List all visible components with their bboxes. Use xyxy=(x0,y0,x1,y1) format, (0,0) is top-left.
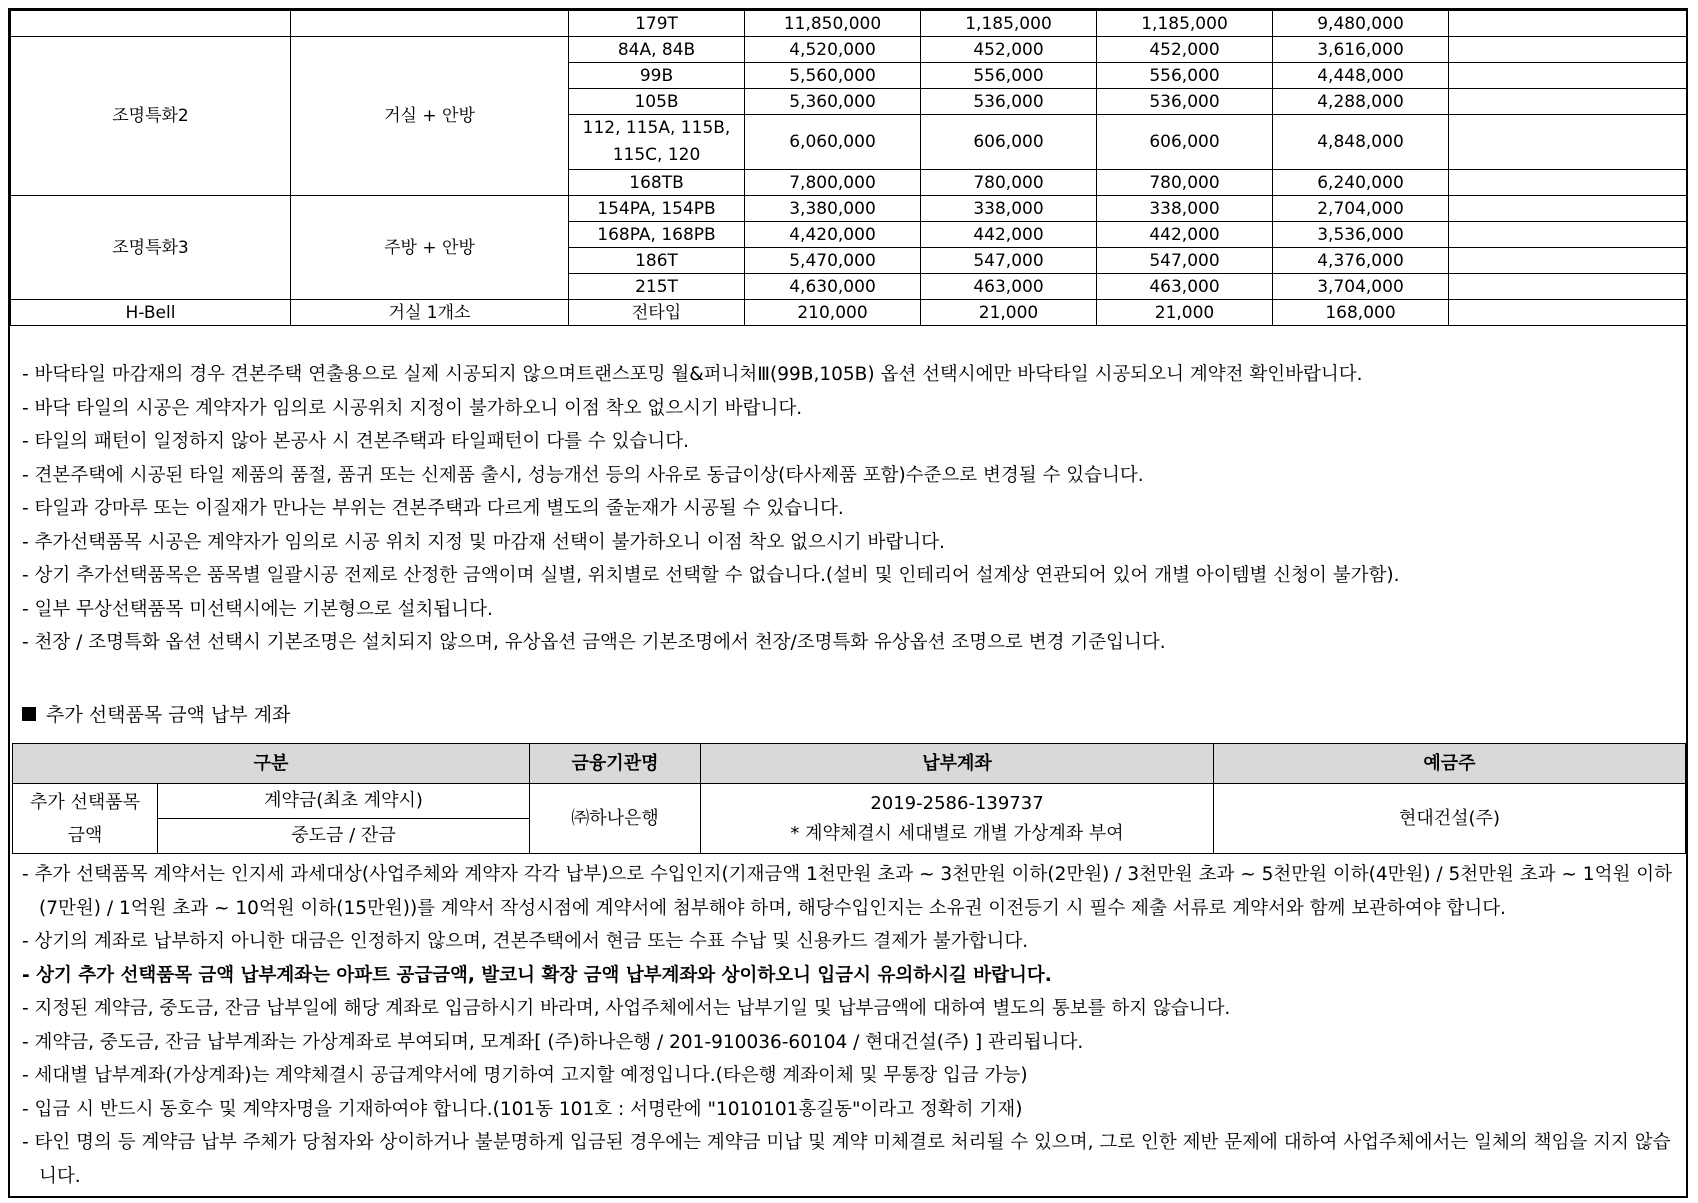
deposit-cell: 1,185,000 xyxy=(921,11,1097,37)
type-cell: 168PA, 168PB xyxy=(569,222,745,248)
category-cell: 조명특화2 xyxy=(11,37,291,196)
note-item: - 일부 무상선택품목 미선택시에는 기본형으로 설치됩니다. xyxy=(22,598,493,620)
payment-note-item: - 세대별 납부계좌(가상계좌)는 계약체결시 공급계약서에 명기하여 고지할 예정입니다.(타은행 계좌이체 및 무통장 입금 가능) xyxy=(22,1065,1028,1086)
note-cell xyxy=(1449,196,1688,222)
price-cell: 11,850,000 xyxy=(745,11,921,37)
middle-cell: 536,000 xyxy=(1097,89,1273,115)
note-cell xyxy=(1449,11,1688,37)
type-line2: 115C, 120 xyxy=(612,145,701,165)
account-holder: 현대건설(주) xyxy=(1214,784,1686,854)
balance-cell: 6,240,000 xyxy=(1273,170,1449,196)
middle-cell: 1,185,000 xyxy=(1097,11,1273,37)
note-cell xyxy=(1449,248,1688,274)
payment-note-item: - 추가 선택품목 계약서는 인지세 과세대상(사업주체와 계약자 각각 납부)으로 수입인지(기재금액 1천만원 초과 ~ 3천만원 이하(2만원) / 3천만원 초과 ~ 5천만원 이하(4만원) / 5천만원 초과 ~ 1억원 이하(7만원) / 1억원 초과 ~ 10억원 이하(15만원))를 계약서 작성시점에 계약서에 첨부해야 하며, 해당수입인지는 소유권 이전등기 시 필수 제출 서류로 계약서와 함께 보관하여야 합니다. xyxy=(22,864,1672,919)
payment-note-item: - 상기의 계좌로 납부하지 아니한 대금은 인정하지 않으며, 견본주택에서 현금 또는 수표 수납 및 신용카드 결제가 불가합니다. xyxy=(22,931,1029,952)
deposit-cell: 338,000 xyxy=(921,196,1097,222)
note-item: - 바닥타일 마감재의 경우 견본주택 연출용으로 실제 시공되지 않으며트랜스포밍 월&퍼니처Ⅲ(99B,105B) 옵션 선택시에만 바닥타일 시공되오니 계약전 확인바랍니다. xyxy=(22,364,1363,385)
note-item: - 천장 / 조명특화 옵션 선택시 기본조명은 설치되지 않으며, 유상옵션 금액은 기본조명에서 천장/조명특화 유상옵션 조명으로 변경 기준입니다. xyxy=(22,632,1166,653)
price-cell: 6,060,000 xyxy=(745,115,921,170)
type-cell: 105B xyxy=(569,89,745,115)
note-cell xyxy=(1449,170,1688,196)
sub-deposit: 계약금(최초 계약시) xyxy=(158,784,530,819)
price-row xyxy=(11,37,1688,63)
type-cell: 154PA, 154PB xyxy=(569,196,745,222)
middle-cell: 463,000 xyxy=(1097,274,1273,300)
middle-cell: 556,000 xyxy=(1097,63,1273,89)
payment-note-item: - 상기 추가 선택품목 금액 납부계좌는 아파트 공급금액, 발코니 확장 금액 납부계좌와 상이하오니 입금시 유의하시길 바랍니다. xyxy=(22,964,1052,986)
note-cell xyxy=(1449,63,1688,89)
type-cell: 168TB xyxy=(569,170,745,196)
area-cell: 주방 + 안방 xyxy=(291,196,569,300)
option-notes-list xyxy=(22,358,1622,660)
balance-cell: 168,000 xyxy=(1273,300,1449,326)
area-cell xyxy=(291,11,569,37)
price-cell: 4,630,000 xyxy=(745,274,921,300)
category-line1: 추가 선택품목 xyxy=(29,791,141,813)
price-table-body xyxy=(11,11,1688,326)
price-cell: 4,420,000 xyxy=(745,222,921,248)
header-category: 구분 xyxy=(13,744,530,784)
balance-cell: 3,536,000 xyxy=(1273,222,1449,248)
note-item: - 타일과 강마루 또는 이질재가 만나는 부위는 견본주택과 다르게 별도의 줄눈재가 시공될 수 있습니다. xyxy=(22,498,844,519)
note-item: - 추가선택품목 시공은 계약자가 임의로 시공 위치 지정 및 마감재 선택이 불가하오니 이점 착오 없으시기 바랍니다. xyxy=(22,531,945,553)
balance-cell: 3,704,000 xyxy=(1273,274,1449,300)
deposit-cell: 442,000 xyxy=(921,222,1097,248)
bank-name: ㈜하나은행 xyxy=(530,784,701,854)
type-line1: 112, 115A, 115B, xyxy=(582,118,731,138)
balance-cell: 2,704,000 xyxy=(1273,196,1449,222)
price-cell: 5,470,000 xyxy=(745,248,921,274)
middle-cell: 606,000 xyxy=(1097,115,1273,170)
deposit-cell: 21,000 xyxy=(921,300,1097,326)
note-cell xyxy=(1449,89,1688,115)
type-cell: 84A, 84B xyxy=(569,37,745,63)
middle-cell: 21,000 xyxy=(1097,300,1273,326)
header-bank: 금융기관명 xyxy=(530,744,701,784)
payment-account-table xyxy=(12,743,1686,854)
black-square-icon xyxy=(22,707,36,721)
price-row xyxy=(11,300,1688,326)
deposit-cell: 556,000 xyxy=(921,63,1097,89)
type-cell xyxy=(569,115,745,170)
category-cell xyxy=(11,11,291,37)
payment-note-item: - 타인 명의 등 계약금 납부 주체가 당첨자와 상이하거나 불분명하게 입금된 경우에는 계약금 미납 및 계약 미체결로 처리될 수 있으며, 그로 인한 제반 문제에 대하여 사업주체에서는 일체의 책임을 지지 않습니다. xyxy=(22,1132,1671,1187)
header-holder: 예금주 xyxy=(1214,744,1686,784)
price-cell: 7,800,000 xyxy=(745,170,921,196)
note-item: - 견본주택에 시공된 타일 제품의 품절, 품귀 또는 신제품 출시, 성능개선 등의 사유로 동급이상(타사제품 포함)수준으로 변경될 수 있습니다. xyxy=(22,464,1144,486)
deposit-cell: 606,000 xyxy=(921,115,1097,170)
balance-cell: 4,448,000 xyxy=(1273,63,1449,89)
balance-cell: 4,848,000 xyxy=(1273,115,1449,170)
price-cell: 5,360,000 xyxy=(745,89,921,115)
type-cell: 99B xyxy=(569,63,745,89)
balance-cell: 3,616,000 xyxy=(1273,37,1449,63)
balance-cell: 4,376,000 xyxy=(1273,248,1449,274)
area-cell: 거실 1개소 xyxy=(291,300,569,326)
middle-cell: 452,000 xyxy=(1097,37,1273,63)
account-header-row xyxy=(13,744,1686,784)
middle-cell: 338,000 xyxy=(1097,196,1273,222)
header-account: 납부계좌 xyxy=(701,744,1214,784)
price-cell: 210,000 xyxy=(745,300,921,326)
price-cell: 3,380,000 xyxy=(745,196,921,222)
type-cell: 186T xyxy=(569,248,745,274)
note-cell xyxy=(1449,115,1688,170)
middle-cell: 780,000 xyxy=(1097,170,1273,196)
note-item: - 상기 추가선택품목은 품목별 일괄시공 전제로 산정한 금액이며 실별, 위치별로 선택할 수 없습니다.(설비 및 인테리어 설계상 연관되어 있어 개별 아이템별 신청이 불가함). xyxy=(22,565,1400,586)
account-category-cell xyxy=(13,784,158,854)
account-row xyxy=(13,784,1686,819)
middle-cell: 442,000 xyxy=(1097,222,1273,248)
payment-notes-list xyxy=(22,858,1682,1193)
price-row xyxy=(11,196,1688,222)
section-title xyxy=(22,700,290,730)
option-price-table xyxy=(10,10,1688,326)
account-note: * 계약체결시 세대별로 개별 가상계좌 부여 xyxy=(790,822,1124,844)
sub-interim: 중도금 / 잔금 xyxy=(158,819,530,854)
account-number: 2019-2586-139737 xyxy=(870,792,1044,814)
price-row xyxy=(11,11,1688,37)
note-item: - 바닥 타일의 시공은 계약자가 임의로 시공위치 지정이 불가하오니 이점 착오 없으시기 바랍니다. xyxy=(22,397,803,419)
note-item: - 타일의 패턴이 일정하지 않아 본공사 시 견본주택과 타일패턴이 다를 수 있습니다. xyxy=(22,431,689,452)
deposit-cell: 463,000 xyxy=(921,274,1097,300)
note-cell xyxy=(1449,274,1688,300)
balance-cell: 4,288,000 xyxy=(1273,89,1449,115)
deposit-cell: 452,000 xyxy=(921,37,1097,63)
price-cell: 4,520,000 xyxy=(745,37,921,63)
area-cell: 거실 + 안방 xyxy=(291,37,569,196)
category-line2: 금액 xyxy=(67,824,103,846)
balance-cell: 9,480,000 xyxy=(1273,11,1449,37)
deposit-cell: 536,000 xyxy=(921,89,1097,115)
deposit-cell: 780,000 xyxy=(921,170,1097,196)
category-cell: 조명특화3 xyxy=(11,196,291,300)
middle-cell: 547,000 xyxy=(1097,248,1273,274)
note-cell xyxy=(1449,222,1688,248)
note-cell xyxy=(1449,37,1688,63)
type-cell: 179T xyxy=(569,11,745,37)
type-cell: 전타입 xyxy=(569,300,745,326)
type-cell: 215T xyxy=(569,274,745,300)
price-cell: 5,560,000 xyxy=(745,63,921,89)
account-cell xyxy=(701,784,1214,854)
payment-note-item: - 계약금, 중도금, 잔금 납부계좌는 가상계좌로 부여되며, 모계좌[ (주)하나은행 / 201-910036-60104 / 현대건설(주) ] 관리됩니다. xyxy=(22,1031,1084,1053)
payment-note-item: - 지정된 계약금, 중도금, 잔금 납부일에 해당 계좌로 입금하시기 바라며, 사업주체에서는 납부기일 및 납부금액에 대하여 별도의 통보를 하지 않습니다. xyxy=(22,998,1231,1019)
payment-note-item: - 입금 시 반드시 동호수 및 계약자명을 기재하여야 합니다.(101동 101호 : 서명란에 "1010101홍길동"이라고 정확히 기재) xyxy=(22,1098,1023,1120)
section-title-text: 추가 선택품목 금액 납부 계좌 xyxy=(46,704,291,726)
note-cell xyxy=(1449,300,1688,326)
category-cell: H-Bell xyxy=(11,300,291,326)
deposit-cell: 547,000 xyxy=(921,248,1097,274)
